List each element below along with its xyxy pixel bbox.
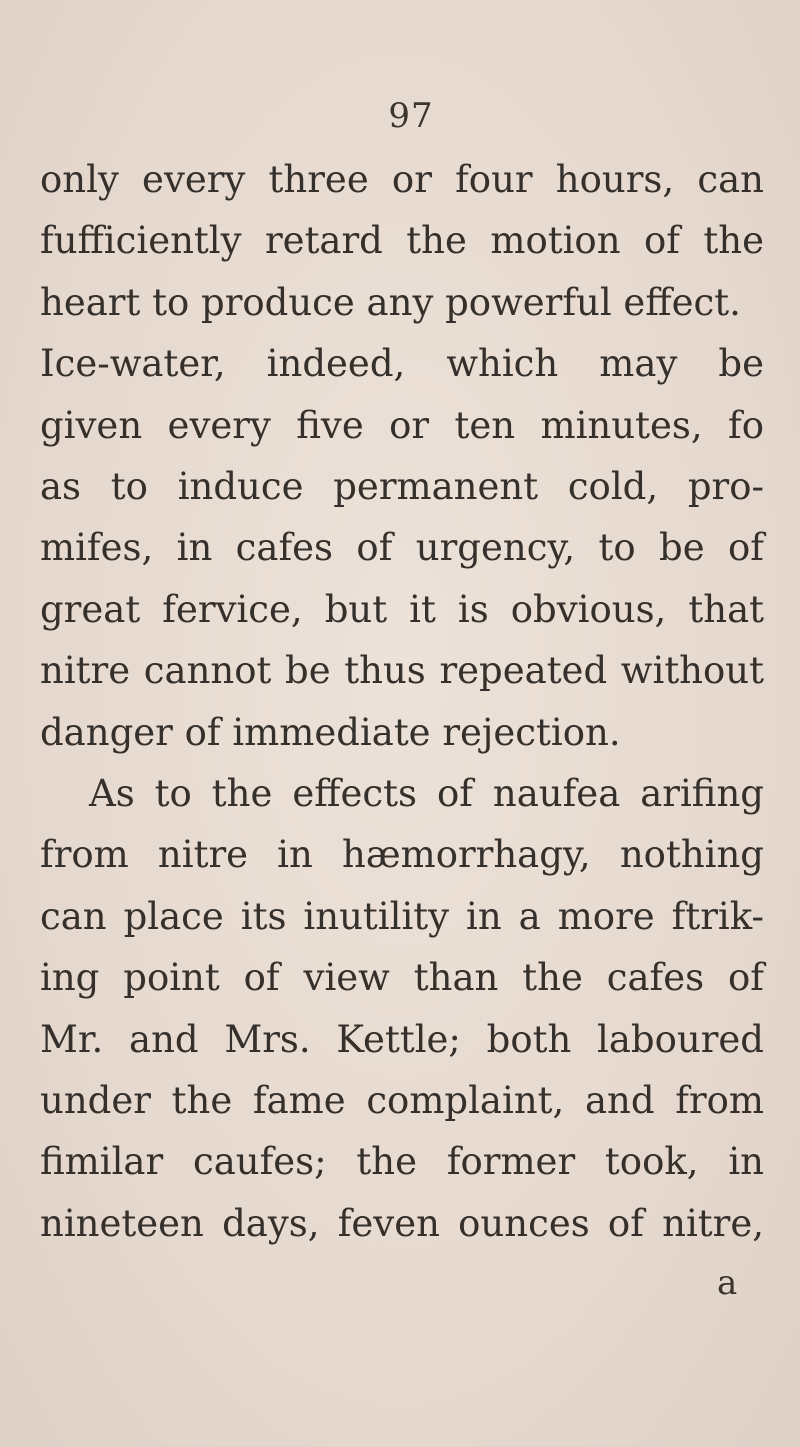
- catchword: a: [717, 1263, 738, 1303]
- text-line: nitre cannot be thus repeated without: [40, 649, 764, 692]
- text-line: mifes, in cafes of urgency, to be of: [40, 526, 764, 569]
- text-line: fimilar caufes; the former took, in: [40, 1140, 764, 1183]
- text-line: as to induce permanent cold, pro-: [40, 465, 764, 508]
- text-line: nineteen days, feven ounces of nitre,: [40, 1202, 764, 1245]
- text-line: only every three or four hours, can: [40, 158, 764, 201]
- text-line: great fervice, but it is obvious, that: [40, 588, 764, 631]
- text-line: under the fame complaint, and from: [40, 1079, 764, 1122]
- text-line: given every five or ten minutes, fo: [40, 404, 764, 447]
- text-line: can place its inutility in a more ftrik-: [40, 895, 764, 938]
- text-line: from nitre in hæmorrhagy, nothing: [40, 833, 764, 876]
- text-line: heart to produce any powerful effect.: [40, 281, 741, 324]
- text-line: fufficiently retard the motion of the: [40, 219, 764, 262]
- text-line: Mr. and Mrs. Kettle; both laboured: [40, 1018, 764, 1061]
- text-line: ing point of view than the cafes of: [40, 956, 764, 999]
- paragraph-start-line: As to the effects of naufea arifing: [89, 772, 764, 815]
- text-line: Ice-water, indeed, which may be: [40, 342, 764, 385]
- page-number: 97: [388, 96, 434, 136]
- paragraph-end-line: danger of immediate rejection.: [40, 711, 621, 754]
